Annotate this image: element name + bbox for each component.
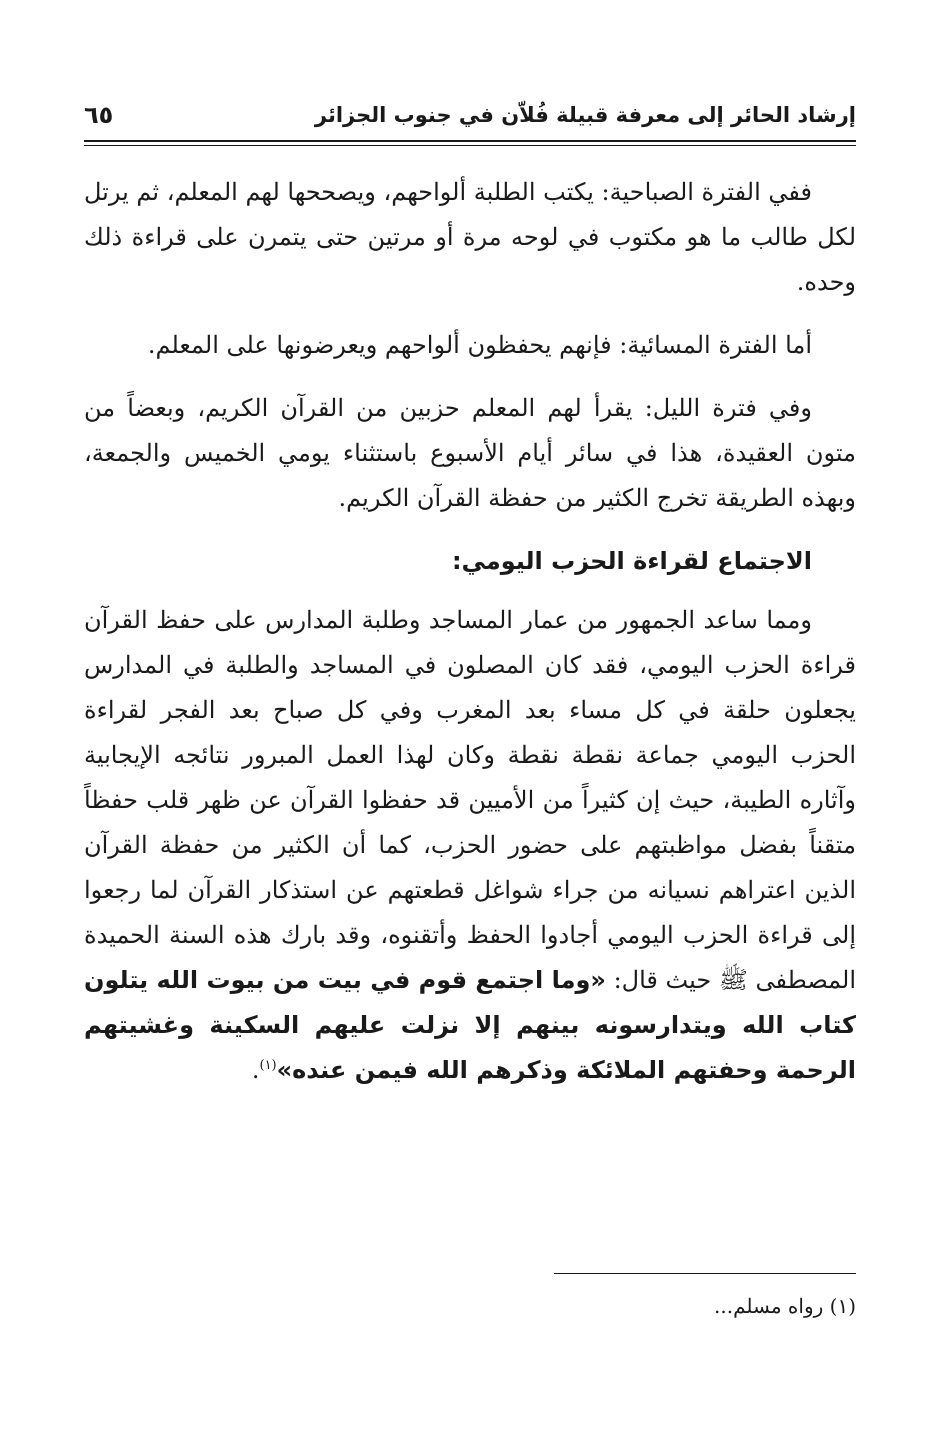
footnote-rule: [554, 1273, 856, 1274]
page-number: ٦٥: [84, 101, 114, 129]
book-page: [84, 0, 856, 1454]
paragraph-daily-hizb: [84, 598, 856, 1093]
footnote-reference[interactable]: (١): [259, 1058, 277, 1073]
sentence-end: .: [251, 1056, 260, 1084]
header-rule-thin: [84, 145, 856, 146]
running-header: [84, 92, 856, 138]
footnote: (١) رواه مسلم...: [714, 1294, 856, 1318]
paragraph-text: ومما ساعد الجمهور من عمار المساجد وطلبة المدارس على حفظ القرآن قراءة الحزب اليومي، فقد كان المصلون في المساجد والطلبة في المدارس يجعلون حلقة في كل مساء بعد المغرب وفي كل صباح بعد الفجر لقراءة الحزب اليومي جماعة نقطة نقطة وكان لهذا العمل المبرور نتائجه الإيجابية وآثاره الطيبة، حيث إن كثيراً من الأميين قد حفظوا القرآن عن ظهر قلب حفظاً متقناً بفضل مواظبتهم على حضور الحزب، كما أن الكثير من حفظة القرآن الذين اعتراهم نسيانه من جراء شواغل قطعتهم عن استذكار القرآن لما رجعوا إلى قراءة الحزب اليومي أجادوا الحفظ وأتقنوه، وقد بارك هذه السنة الحميدة المصطفى ﷺ حيث قال:: [84, 606, 856, 994]
book-title: إرشاد الحائر إلى معرفة قبيلة فُلاّن في جنوب الجزائر: [314, 103, 856, 127]
hadith-quote: «وما اجتمع قوم في بيت من بيوت الله يتلون كتاب الله ويتدارسونه بينهم إلا نزلت عليهم السكينة وغشيتهم الرحمة وحفتهم الملائكة وذكرهم الله فيمن عنده»: [84, 966, 856, 1084]
paragraph-night: وفي فترة الليل: يقرأ لهم المعلم حزبين من القرآن الكريم، وبعضاً من متون العقيدة، هذا في سائر أيام الأسبوع باستثناء يومي الخميس والجمعة، وبهذه الطريقة تخرج الكثير من حفظة القرآن الكريم.: [84, 394, 856, 512]
body-text: [84, 170, 856, 1111]
section-heading: الاجتماع لقراءة الحزب اليومي:: [451, 547, 812, 575]
paragraph-morning: ففي الفترة الصباحية: يكتب الطلبة ألواحهم، ويصححها لهم المعلم، ثم يرتل لكل طالب ما هو مكتوب في لوحه مرة أو مرتين حتى يتمرن على قراءة ذلك وحده.: [84, 178, 856, 296]
paragraph-evening: أما الفترة المسائية: فإنهم يحفظون ألواحهم ويعرضونها على المعلم.: [147, 331, 812, 359]
header-rule: [84, 140, 856, 142]
